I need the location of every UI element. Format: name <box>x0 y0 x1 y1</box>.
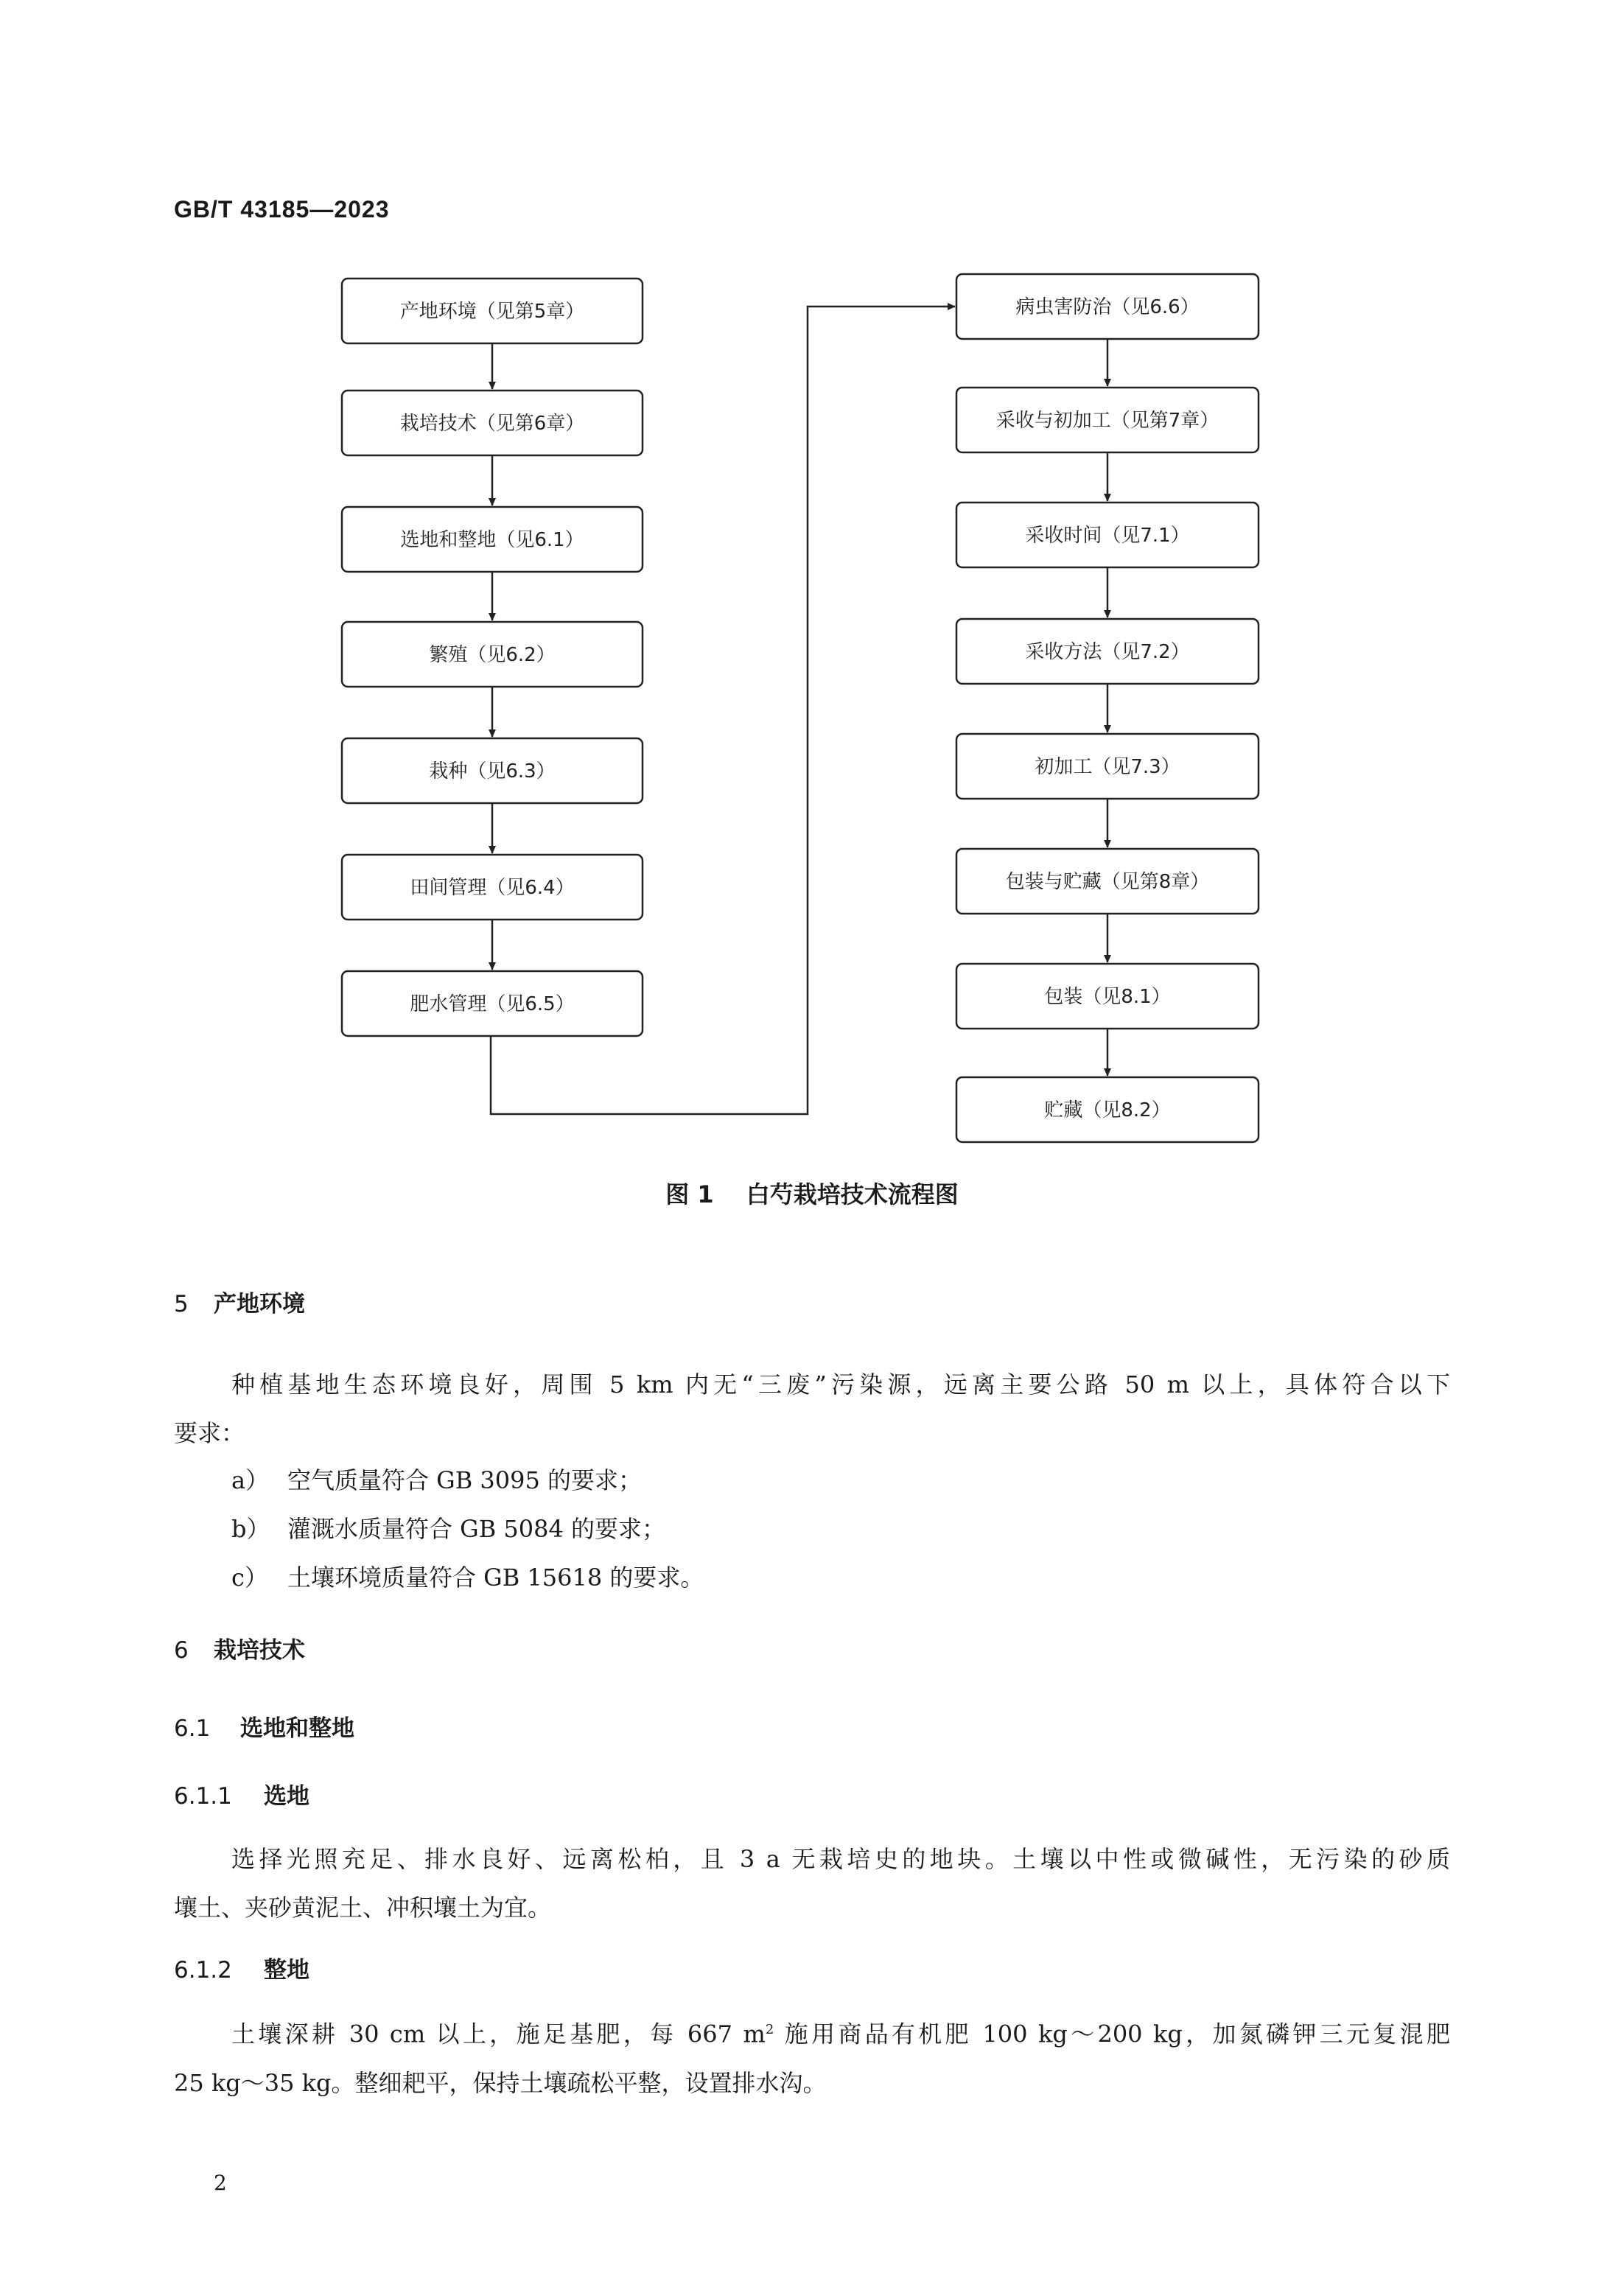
flow-step-label: 包装与贮藏（见第8章） <box>1005 871 1210 893</box>
list-text: 土壤环境质量符合 GB 15618 的要求。 <box>287 1564 704 1592</box>
section-title: 产地环境 <box>214 1291 305 1317</box>
flow-step-label: 采收时间（见7.1） <box>1025 525 1190 547</box>
flow-step-label: 采收与初加工（见第7章） <box>995 410 1219 432</box>
paragraph-line: 种植基地生态环境良好，周围 5 km 内无“三废”污染源，远离主要公路 50 m 以上，具体符合以下 <box>231 1370 1450 1398</box>
section-6-1-1-heading <box>174 1777 309 1810</box>
list-label: a） <box>231 1466 270 1494</box>
list-label: b） <box>231 1515 270 1543</box>
section-5-paragraph <box>174 1360 1450 1457</box>
left-box-2 <box>342 391 643 455</box>
flow-step-label: 繁殖（见6.2） <box>429 644 556 666</box>
flow-step-label: 肥水管理（见6.5） <box>410 993 575 1015</box>
left-box-4 <box>342 622 643 687</box>
section-number: 6.1.2 <box>174 1957 232 1984</box>
section-title: 栽培技术 <box>214 1637 305 1664</box>
flow-step-label: 病虫害防治（见6.6） <box>1015 296 1200 318</box>
list-label: c） <box>231 1564 268 1592</box>
list-item <box>231 1462 704 1510</box>
left-box-6 <box>342 855 643 920</box>
section-title: 选地 <box>264 1783 309 1810</box>
left-box-7 <box>342 971 643 1036</box>
paragraph-line: 要求： <box>174 1419 245 1447</box>
figure-caption <box>0 1176 1624 1210</box>
section-title: 选地和整地 <box>240 1715 354 1742</box>
requirement-list <box>231 1462 704 1608</box>
right-box-6 <box>956 849 1259 914</box>
section-number: 6.1 <box>174 1715 211 1742</box>
section-6-1-2-paragraph <box>174 2006 1450 2107</box>
left-box-3 <box>342 507 643 572</box>
right-box-3 <box>956 503 1259 567</box>
left-box-1 <box>342 279 643 343</box>
section-6-1-1-paragraph <box>174 1835 1450 1932</box>
list-text: 空气质量符合 GB 3095 的要求； <box>287 1466 643 1494</box>
right-box-1 <box>956 274 1259 339</box>
flow-step-label: 产地环境（见第5章） <box>399 301 585 323</box>
right-box-4 <box>956 619 1259 684</box>
right-box-8 <box>956 1077 1259 1142</box>
right-box-5 <box>956 734 1259 799</box>
list-item <box>231 1510 704 1559</box>
section-title: 整地 <box>264 1957 309 1984</box>
figure-title: 白芍栽培技术流程图 <box>746 1180 959 1208</box>
flow-step-label: 栽种（见6.3） <box>429 760 556 783</box>
flow-step-label: 初加工（见7.3） <box>1035 756 1180 778</box>
section-number: 5 <box>174 1291 189 1317</box>
paragraph-line: 25 kg～35 kg。整细耙平，保持土壤疏松平整，设置排水沟。 <box>174 2068 827 2097</box>
figure-number: 图 1 <box>665 1180 714 1208</box>
page-number: 2 <box>214 2171 227 2195</box>
paragraph-line: 壤土、夹砂黄泥土、冲积壤土为宜。 <box>174 1894 552 1922</box>
flow-step-label: 采收方法（见7.2） <box>1025 641 1190 663</box>
section-number: 6 <box>174 1637 189 1664</box>
list-text: 灌溉水质量符合 GB 5084 的要求； <box>287 1515 666 1543</box>
flow-step-label: 包装（见8.1） <box>1044 986 1171 1008</box>
left-box-5 <box>342 738 643 803</box>
flow-step-label: 田间管理（见6.4） <box>410 877 575 899</box>
section-6-1-2-heading <box>174 1951 309 1984</box>
paragraph-line: 土壤深耕 30 cm 以上，施足基肥，每 667 $m^2$ 施用商品有机肥 100 kg～200 kg，加氮磷钾三元复混肥 <box>231 2020 1450 2048</box>
standard-code: GB/T 43185—2023 <box>174 196 390 223</box>
right-box-7 <box>956 964 1259 1029</box>
section-6-heading <box>174 1631 305 1664</box>
right-box-2 <box>956 388 1259 452</box>
section-number: 6.1.1 <box>174 1783 232 1810</box>
section-6-1-heading <box>174 1709 354 1743</box>
flow-step-label: 栽培技术（见第6章） <box>399 413 585 435</box>
flow-step-label: 选地和整地（见6.1） <box>400 529 584 551</box>
list-item <box>231 1559 704 1608</box>
paragraph-line: 选择光照充足、排水良好、远离松柏，且 3 a 无栽培史的地块。土壤以中性或微碱性，无污染的砂质 <box>231 1845 1450 1873</box>
section-5-heading <box>174 1285 305 1318</box>
flow-step-label: 贮藏（见8.2） <box>1044 1099 1171 1121</box>
